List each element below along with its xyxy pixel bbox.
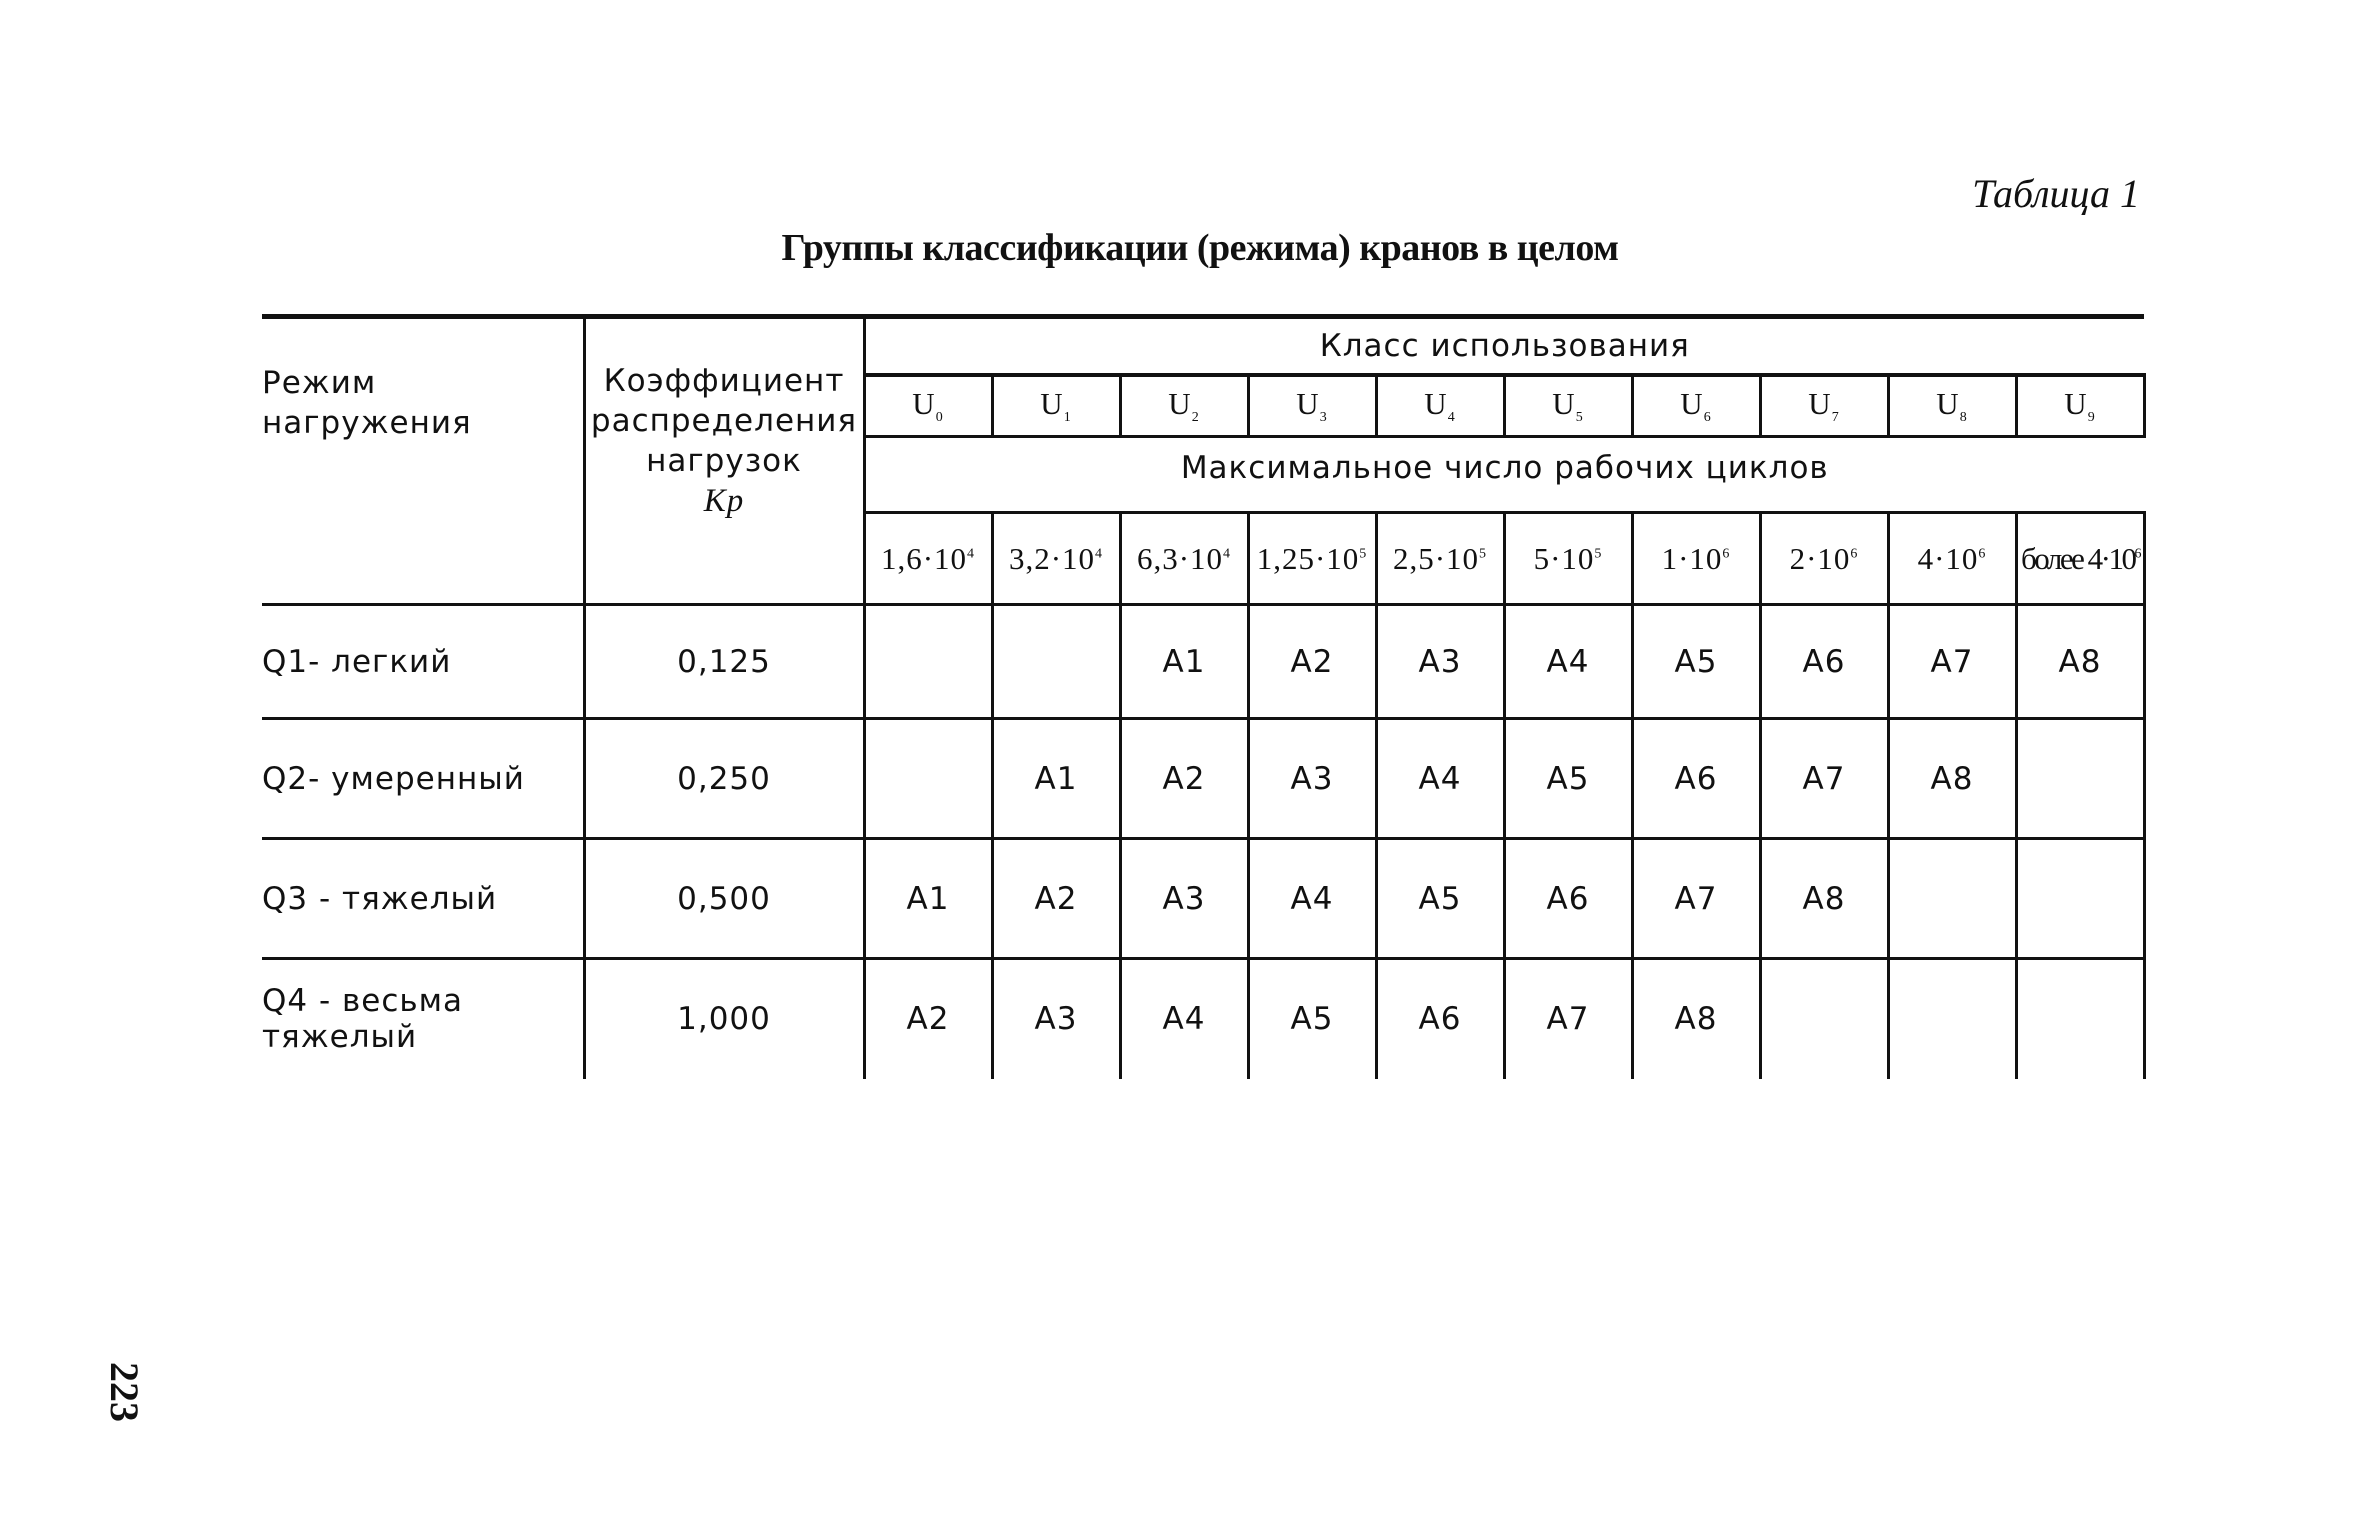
- classification-group-cell: [2016, 839, 2144, 959]
- usage-class-cell: [992, 375, 1120, 437]
- header-max-cycles-label: Максимальное число рабочих циклов: [1180, 450, 1829, 486]
- cycles-exponent: 6: [1978, 546, 1987, 562]
- classification-group-cell: A4: [1248, 839, 1376, 959]
- classification-group-cell: A5: [1632, 605, 1760, 719]
- classification-group-cell: [864, 719, 992, 839]
- header-coefficient: [584, 317, 864, 605]
- loading-mode-cell: Q4 - весьма тяжелый: [262, 959, 584, 1079]
- cycles-exponent: 5: [1594, 546, 1603, 562]
- max-cycles-cell: [1632, 513, 1760, 605]
- classification-group-cell: A4: [1376, 719, 1504, 839]
- usage-class-cell: [1888, 375, 2016, 437]
- classification-group-cell: A4: [1120, 959, 1248, 1079]
- table-row: [262, 605, 2144, 719]
- max-cycles-cell: [1120, 513, 1248, 605]
- classification-group-cell: [2016, 719, 2144, 839]
- usage-class-index: 7: [1831, 409, 1840, 425]
- classification-group-cell: A8: [1632, 959, 1760, 1079]
- usage-class-cell: [1504, 375, 1632, 437]
- cycles-exponent: 5: [1359, 546, 1368, 562]
- classification-group-cell: [1888, 839, 2016, 959]
- table-row: [262, 839, 2144, 959]
- max-cycles-cell: [2016, 513, 2144, 605]
- classification-group-cell: A3: [1248, 719, 1376, 839]
- classification-group-cell: [992, 605, 1120, 719]
- usage-class-index: 5: [1575, 409, 1584, 425]
- usage-class-letter: U: [1680, 385, 1704, 421]
- classification-group-cell: A6: [1760, 605, 1888, 719]
- usage-class-cell: [1376, 375, 1504, 437]
- max-cycles-cell: [1248, 513, 1376, 605]
- cycles-mantissa: 6,3·10: [1136, 540, 1224, 576]
- classification-group-cell: A6: [1632, 719, 1760, 839]
- classification-group-cell: A6: [1376, 959, 1504, 1079]
- classification-group-cell: A7: [1632, 839, 1760, 959]
- header-usage-class-label: Класс использования: [1319, 327, 1690, 364]
- usage-class-letter: U: [1552, 385, 1576, 421]
- loading-mode-cell: Q2- умеренный: [262, 719, 584, 839]
- classification-group-cell: A6: [1504, 839, 1632, 959]
- classification-group-cell: A2: [1248, 605, 1376, 719]
- classification-table: [262, 314, 2146, 1079]
- cycles-exponent: 6: [1722, 546, 1731, 562]
- classification-group-cell: A8: [2016, 605, 2144, 719]
- usage-class-letter: U: [1168, 385, 1192, 421]
- usage-class-letter: U: [1040, 385, 1064, 421]
- kp-value-cell: 0,500: [584, 839, 864, 959]
- cycles-exponent: 4: [1223, 546, 1232, 562]
- usage-class-index: 9: [2087, 409, 2096, 425]
- header-coef-line2: распределения: [590, 403, 858, 439]
- cycles-mantissa: 4·10: [1917, 540, 1979, 576]
- classification-group-cell: A3: [1120, 839, 1248, 959]
- usage-class-letter: U: [1808, 385, 1832, 421]
- usage-class-index: 4: [1447, 409, 1456, 425]
- cycles-exponent: 6: [1850, 546, 1859, 562]
- cycles-mantissa: 1,25·10: [1256, 540, 1360, 576]
- cycles-mantissa: 1,6·10: [880, 540, 968, 576]
- usage-class-index: 1: [1063, 409, 1072, 425]
- classification-group-cell: A1: [992, 719, 1120, 839]
- cycles-mantissa: более 4·10: [2021, 540, 2135, 576]
- classification-group-cell: [1760, 959, 1888, 1079]
- header-coef-line1: Коэффициент: [603, 363, 845, 399]
- cycles-exponent: 5: [1479, 546, 1488, 562]
- cycles-mantissa: 3,2·10: [1008, 540, 1096, 576]
- loading-mode-cell: Q3 - тяжелый: [262, 839, 584, 959]
- usage-class-cell: [1760, 375, 1888, 437]
- cycles-mantissa: 2·10: [1789, 540, 1851, 576]
- classification-group-cell: A1: [864, 839, 992, 959]
- usage-class-letter: U: [1936, 385, 1960, 421]
- usage-class-cell: [864, 375, 992, 437]
- kp-value-cell: 1,000: [584, 959, 864, 1079]
- classification-group-cell: A5: [1504, 719, 1632, 839]
- header-usage-class: [864, 317, 2144, 375]
- classification-group-cell: A7: [1504, 959, 1632, 1079]
- usage-class-index: 6: [1703, 409, 1712, 425]
- usage-class-cell: [1632, 375, 1760, 437]
- classification-group-cell: A5: [1248, 959, 1376, 1079]
- usage-class-cell: [1120, 375, 1248, 437]
- table-row: [262, 959, 2144, 1079]
- classification-group-cell: A7: [1760, 719, 1888, 839]
- usage-class-index: 0: [935, 409, 944, 425]
- page-number: 223: [102, 1362, 147, 1422]
- header-coef-symbol: Кр: [703, 483, 745, 519]
- classification-group-cell: A3: [992, 959, 1120, 1079]
- loading-mode-cell: Q1- легкий: [262, 605, 584, 719]
- header-max-cycles: [864, 437, 2144, 513]
- cycles-mantissa: 1·10: [1661, 540, 1723, 576]
- max-cycles-cell: [1376, 513, 1504, 605]
- header-mode-label: Режим нагружения: [262, 365, 472, 441]
- classification-group-cell: A1: [1120, 605, 1248, 719]
- cycles-mantissa: 2,5·10: [1392, 540, 1480, 576]
- classification-group-cell: A8: [1888, 719, 2016, 839]
- usage-class-letter: U: [912, 385, 936, 421]
- classification-group-cell: [2016, 959, 2144, 1079]
- cycles-exponent: 4: [1095, 546, 1104, 562]
- max-cycles-cell: [1760, 513, 1888, 605]
- usage-class-cell: [1248, 375, 1376, 437]
- header-mode: [262, 317, 584, 605]
- usage-class-index: 2: [1191, 409, 1200, 425]
- usage-class-letter: U: [1424, 385, 1448, 421]
- usage-class-index: 3: [1319, 409, 1328, 425]
- classification-group-cell: A2: [864, 959, 992, 1079]
- max-cycles-cell: [864, 513, 992, 605]
- classification-group-cell: A2: [992, 839, 1120, 959]
- max-cycles-cell: [1504, 513, 1632, 605]
- header-coef-line3: нагрузок: [646, 443, 802, 479]
- kp-value-cell: 0,250: [584, 719, 864, 839]
- cycles-exponent: 4: [967, 546, 976, 562]
- cycles-mantissa: 5·10: [1533, 540, 1595, 576]
- max-cycles-cell: [1888, 513, 2016, 605]
- table-title: Группы классификации (режима) кранов в целом: [781, 227, 1619, 269]
- usage-class-letter: U: [2064, 385, 2088, 421]
- classification-group-cell: [864, 605, 992, 719]
- classification-group-cell: A2: [1120, 719, 1248, 839]
- kp-value-cell: 0,125: [584, 605, 864, 719]
- usage-class-cell: [2016, 375, 2144, 437]
- usage-class-index: 8: [1959, 409, 1968, 425]
- table-row: [262, 719, 2144, 839]
- classification-group-cell: A8: [1760, 839, 1888, 959]
- classification-group-cell: A5: [1376, 839, 1504, 959]
- usage-class-letter: U: [1296, 385, 1320, 421]
- classification-group-cell: A7: [1888, 605, 2016, 719]
- table-number: Таблица 1: [1972, 171, 2140, 216]
- classification-group-cell: A3: [1376, 605, 1504, 719]
- cycles-exponent: 6: [2134, 546, 2139, 562]
- max-cycles-cell: [992, 513, 1120, 605]
- classification-group-cell: [1888, 959, 2016, 1079]
- classification-group-cell: A4: [1504, 605, 1632, 719]
